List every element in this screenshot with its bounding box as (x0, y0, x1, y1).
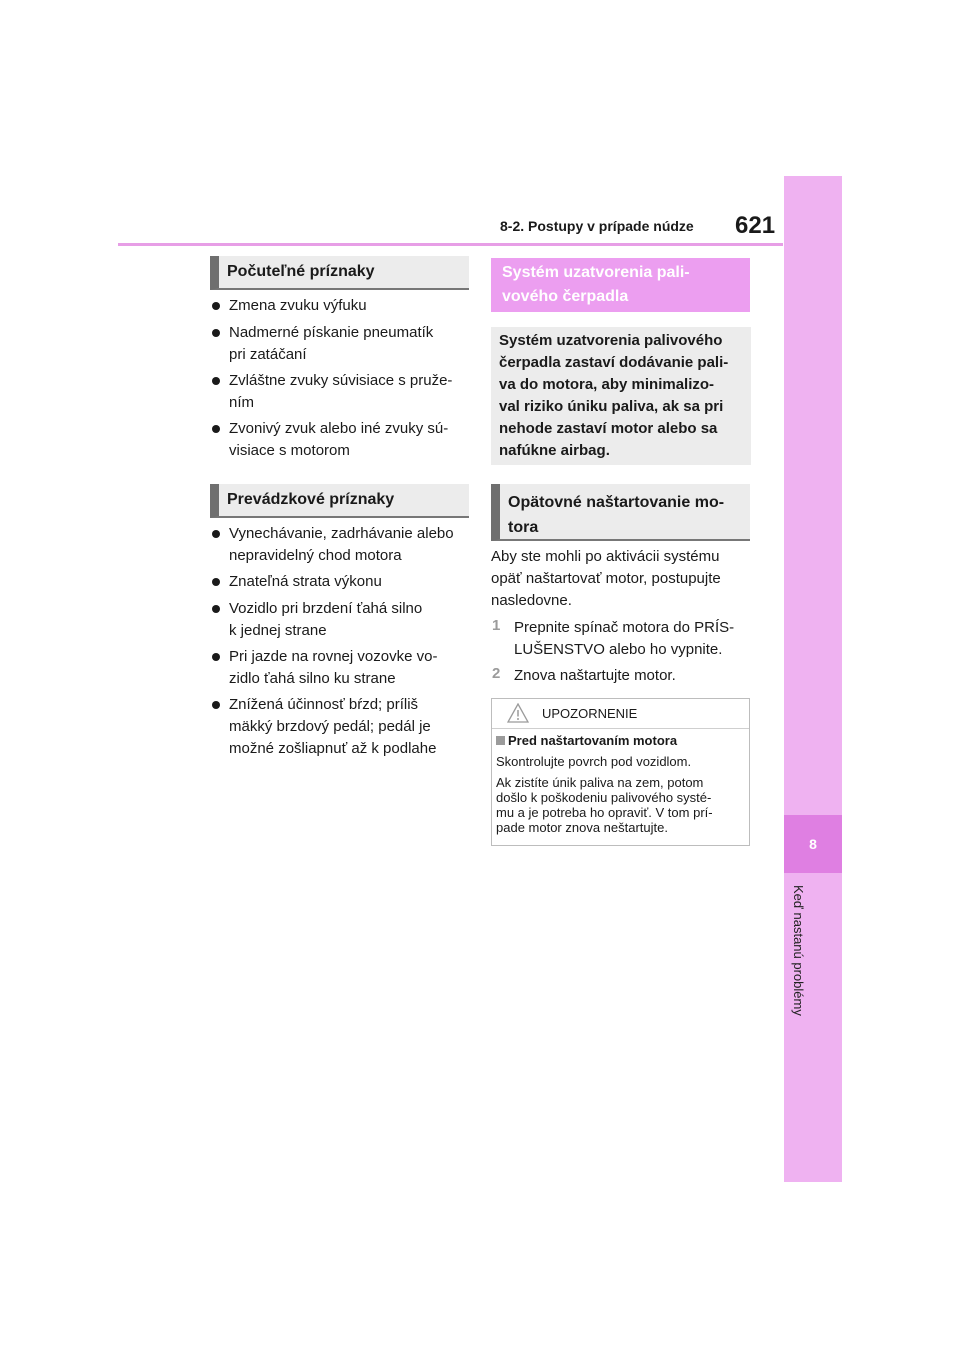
intro-box (491, 327, 751, 465)
caution-subheading (496, 733, 677, 748)
intro-line: čerpadla zastaví dodávanie pali- (499, 354, 729, 371)
list-item-text: ním (229, 394, 255, 411)
intro-line: Systém uzatvorenia palivového (499, 332, 723, 349)
heading-engine-restart (491, 484, 750, 541)
bullet-icon (212, 329, 220, 337)
bullet-icon (212, 701, 220, 709)
caution-header (492, 699, 749, 729)
intro-line: val riziko úniku paliva, ak sa pri (499, 398, 724, 415)
list-item-text: nepravidelný chod motora (229, 547, 402, 564)
step-line: Prepnite spínač motora do PRÍS- (514, 619, 735, 636)
chapter-number-tab: 8 (784, 815, 842, 873)
caution-title: UPOZORNENIE (542, 706, 638, 721)
step-number: 1 (492, 617, 501, 634)
caution-line: pade motor znova neštartujte. (496, 820, 668, 835)
caution-text (496, 775, 741, 835)
list-item-text: Zmena zvuku výfuku (229, 297, 367, 314)
bullet-icon (212, 377, 220, 385)
list-item-text: Znížená účinnosť bŕzd; príliš (229, 696, 419, 713)
body-line: Aby ste mohli po aktivácii systému (491, 548, 720, 565)
caution-subheading-text: Pred naštartovaním motora (508, 733, 678, 748)
square-bullet-icon (496, 736, 505, 745)
list-item-text: Znateľná strata výkonu (229, 573, 382, 590)
caution-line: došlo k poškodeniu palivového systé- (496, 790, 712, 805)
chapter-label: Keď nastanú problémy (791, 885, 806, 1016)
body-line: nasledovne. (491, 592, 572, 609)
bullet-icon (212, 578, 220, 586)
bullet-icon (212, 530, 220, 538)
step-number: 2 (492, 665, 501, 682)
bullet-icon (212, 425, 220, 433)
step-line: LUŠENSTVO alebo ho vypnite. (514, 641, 723, 658)
caution-text: Skontrolujte povrch pod vozidlom. (496, 754, 692, 769)
caution-box (491, 698, 750, 846)
list-item-text: visiace s motorom (229, 442, 350, 459)
heading-line: vového čerpadla (502, 288, 629, 305)
list-item-text: Nadmerné pískanie pneumatík (229, 324, 434, 341)
heading-line: Systém uzatvorenia pali- (502, 264, 690, 281)
page-number: 621 (735, 212, 776, 239)
list-item-text: Pri jazde na rovnej vozovke vo- (229, 648, 438, 665)
list-item-text: možné zošliapnuť až k podlahe (229, 740, 437, 757)
list-item-text: Zvláštne zvuky súvisiace s pruže- (229, 372, 453, 389)
section-title: 8-2. Postupy v prípade núdze (500, 218, 694, 234)
heading-line: Opätovné naštartovanie mo- (508, 494, 725, 511)
step-text (514, 665, 759, 687)
intro-line: nafúkne airbag. (499, 442, 610, 459)
bullet-icon (212, 302, 220, 310)
heading-line: tora (508, 519, 539, 536)
body-line: opäť naštartovať motor, postupujte (491, 570, 721, 587)
step-line: Znova naštartujte motor. (514, 667, 676, 684)
step-text (514, 617, 759, 661)
list-item-text: mäkký brzdový pedál; pedál je (229, 718, 431, 735)
bullet-icon (212, 653, 220, 661)
header-divider (118, 243, 783, 246)
heading-audible-symptoms: Počuteľné príznaky (210, 256, 469, 290)
intro-line: va do motora, aby minimalizo- (499, 376, 715, 393)
list-item-text: pri zatáčaní (229, 346, 307, 363)
restart-instructions (491, 546, 756, 612)
list-item-text: Vynechávanie, zadrhávanie alebo (229, 525, 454, 542)
list-item-text: k jednej strane (229, 622, 327, 639)
caution-line: mu a je potreba ho opraviť. V tom prí- (496, 805, 713, 820)
bullet-icon (212, 605, 220, 613)
heading-fuel-pump-shutoff (491, 258, 750, 312)
list-item-text: Zvonivý zvuk alebo iné zvuky sú- (229, 420, 449, 437)
caution-line: Ak zistíte únik paliva na zem, potom (496, 775, 704, 790)
intro-line: nehode zastaví motor alebo sa (499, 420, 718, 437)
heading-operational-symptoms: Prevádzkové príznaky (210, 484, 469, 518)
list-item-text: zidlo ťahá silno ku strane (229, 670, 396, 687)
warning-triangle-icon (507, 703, 529, 723)
list-item-text: Vozidlo pri brzdení ťahá silno (229, 600, 423, 617)
